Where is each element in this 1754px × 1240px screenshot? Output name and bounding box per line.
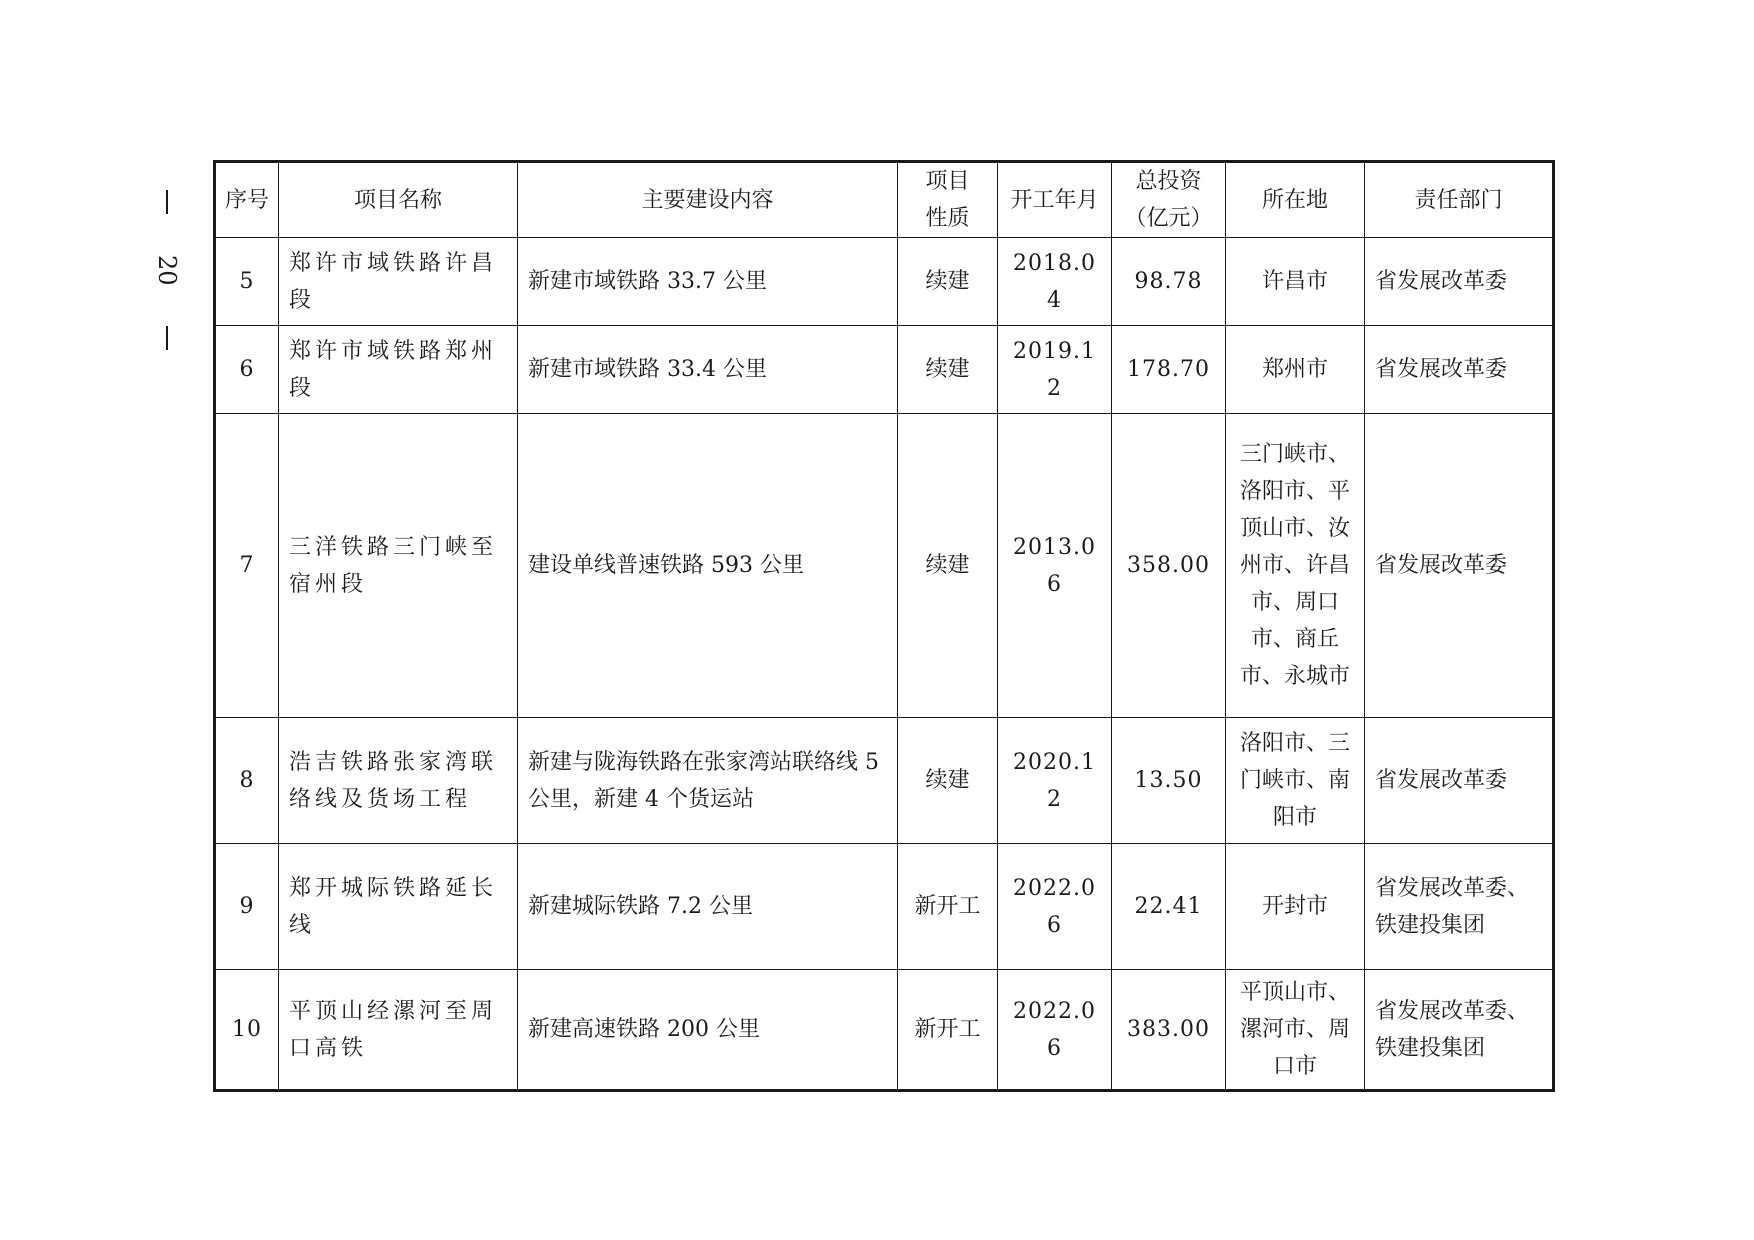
cell-location: 郑州市 (1226, 326, 1365, 414)
cell-location: 洛阳市、三门峡市、南阳市 (1226, 718, 1365, 844)
header-content: 主要建设内容 (518, 162, 898, 238)
table-row (215, 326, 1554, 414)
table-header-row (215, 162, 1554, 238)
cell-nature: 新开工 (898, 844, 998, 970)
cell-investment: 178.70 (1112, 326, 1226, 414)
cell-seq: 10 (215, 970, 279, 1091)
table-row (215, 844, 1554, 970)
page-number-text: 20 (153, 254, 181, 286)
page-number (152, 190, 182, 350)
cell-nature: 续建 (898, 718, 998, 844)
cell-name: 郑许市域铁路郑州段 (279, 326, 518, 414)
page-number-dash-bottom (166, 326, 168, 350)
header-nature-line1: 项目 (925, 169, 970, 194)
project-table (213, 160, 1555, 1092)
cell-investment: 383.00 (1112, 970, 1226, 1091)
table-row (215, 718, 1554, 844)
cell-name: 郑开城际铁路延长线 (279, 844, 518, 970)
cell-location: 开封市 (1226, 844, 1365, 970)
cell-department: 省发展改革委 (1365, 238, 1554, 326)
cell-seq: 8 (215, 718, 279, 844)
cell-content: 新建与陇海铁路在张家湾站联络线 5 公里，新建 4 个货运站 (518, 718, 898, 844)
cell-location: 三门峡市、洛阳市、平顶山市、汝州市、许昌市、周口市、商丘市、永城市 (1226, 414, 1365, 718)
cell-seq: 5 (215, 238, 279, 326)
header-nature-line2: 性质 (925, 206, 970, 231)
header-seq: 序号 (215, 162, 279, 238)
cell-nature: 续建 (898, 238, 998, 326)
cell-start: 2013.06 (998, 414, 1112, 718)
cell-department: 省发展改革委 (1365, 414, 1554, 718)
cell-start: 2019.12 (998, 326, 1112, 414)
cell-content: 新建市域铁路 33.4 公里 (518, 326, 898, 414)
cell-start: 2022.06 (998, 844, 1112, 970)
cell-nature: 续建 (898, 414, 998, 718)
cell-name: 三洋铁路三门峡至宿州段 (279, 414, 518, 718)
header-name: 项目名称 (279, 162, 518, 238)
cell-name: 浩吉铁路张家湾联络线及货场工程 (279, 718, 518, 844)
table-row (215, 970, 1554, 1091)
cell-start: 2018.04 (998, 238, 1112, 326)
cell-name: 平顶山经漯河至周口高铁 (279, 970, 518, 1091)
cell-content: 新建市域铁路 33.7 公里 (518, 238, 898, 326)
cell-location: 许昌市 (1226, 238, 1365, 326)
cell-investment: 98.78 (1112, 238, 1226, 326)
cell-nature: 续建 (898, 326, 998, 414)
cell-seq: 7 (215, 414, 279, 718)
header-location: 所在地 (1226, 162, 1365, 238)
cell-department: 省发展改革委 (1365, 326, 1554, 414)
cell-start: 2020.12 (998, 718, 1112, 844)
header-nature (898, 162, 998, 238)
cell-investment: 13.50 (1112, 718, 1226, 844)
cell-nature: 新开工 (898, 970, 998, 1091)
cell-department: 省发展改革委、铁建投集团 (1365, 970, 1554, 1091)
table-row (215, 414, 1554, 718)
cell-investment: 22.41 (1112, 844, 1226, 970)
cell-location: 平顶山市、漯河市、周口市 (1226, 970, 1365, 1091)
table-row (215, 238, 1554, 326)
cell-seq: 6 (215, 326, 279, 414)
cell-content: 新建高速铁路 200 公里 (518, 970, 898, 1091)
cell-department: 省发展改革委、铁建投集团 (1365, 844, 1554, 970)
cell-seq: 9 (215, 844, 279, 970)
header-department: 责任部门 (1365, 162, 1554, 238)
cell-content: 建设单线普速铁路 593 公里 (518, 414, 898, 718)
cell-start: 2022.06 (998, 970, 1112, 1091)
cell-department: 省发展改革委 (1365, 718, 1554, 844)
cell-investment: 358.00 (1112, 414, 1226, 718)
header-investment (1112, 162, 1226, 238)
header-investment-line2: （亿元） (1124, 206, 1213, 231)
cell-name: 郑许市域铁路许昌段 (279, 238, 518, 326)
cell-content: 新建城际铁路 7.2 公里 (518, 844, 898, 970)
header-investment-line1: 总投资 (1135, 169, 1202, 194)
header-start: 开工年月 (998, 162, 1112, 238)
page-number-dash-top (166, 190, 168, 214)
